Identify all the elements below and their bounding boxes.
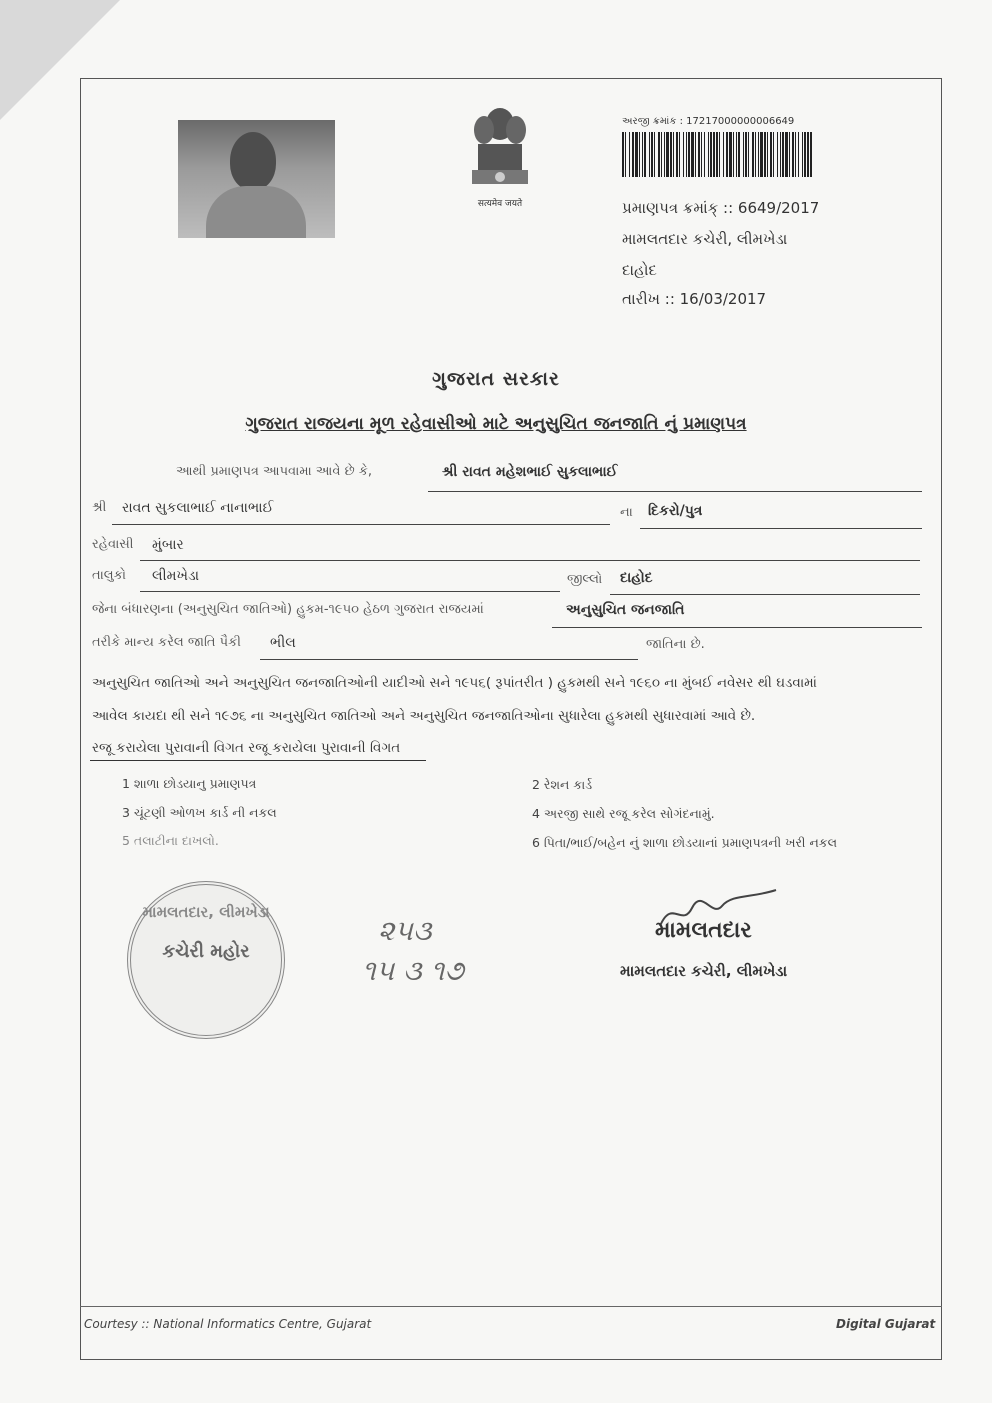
barcode-bar [795,132,796,177]
inward-number: ૨૫૩ [378,914,432,947]
barcode-bar [760,132,763,177]
barcode-bar [743,132,744,177]
barcode-bar [664,132,665,177]
evidence-item-5: 5 તલાટીના દાખલો. [122,833,219,848]
barcode-bar [780,132,781,177]
notice-paragraph-line-2: આવેલ કાયદા થી સને ૧૯૭૬ ના અનુસુચિત જાતિઓ અને અનુસુચિત જનજાતિઓના સુધારેલા હુકમથી સુધારવામાં આવે છે. [92,708,756,724]
barcode-bar [658,132,660,177]
inward-date: ૧૫ ૩ ૧૭ [362,954,464,987]
barcode-bar [777,132,778,177]
barcode-bar [676,132,678,177]
barcode-bar [649,132,650,177]
taluka-value: લીમખેડા [152,568,200,584]
resident-label: રહેવાસી [92,537,134,552]
barcode-bar [798,132,799,177]
issuing-office: મામલતદાર કચેરી, લીમખેડા [622,230,788,248]
application-number: અરજી ક્રમાંક : 17217000000006649 [622,116,795,127]
intro-label: આથી પ્રમાણપત્ર આપવામા આવે છે કે, [176,464,373,479]
barcode-bar [716,132,718,177]
barcode-icon [622,132,812,177]
barcode-bar [644,132,646,177]
barcode-bar [632,132,634,177]
evidence-item-3: 3 ચૂંટણી ઓળખ કાર્ડ ની નકલ [122,805,277,820]
barcode-bar [691,132,694,177]
barcode-bar [726,132,728,177]
issue-date: તારીખ :: 16/03/2017 [622,290,767,308]
barcode-bar [701,132,702,177]
barcode-bar [639,132,640,177]
barcode-bar [738,132,740,177]
applicant-photo [178,120,335,238]
barcode-bar [770,132,772,177]
barcode-bar [782,132,784,177]
barcode-bar [708,132,709,177]
district-label: જીલ્લો [567,572,603,587]
taluka-line [140,591,560,592]
evidence-item-4: 4 અરજી સાથે રજૂ કરેલ સોગંદનામું. [532,806,715,821]
category-line [552,627,922,628]
barcode-bar [666,132,669,177]
barcode-bar [810,132,812,177]
barcode-bar [807,132,809,177]
certificate-number: પ્રમાણપત્ર ક્રમાંક્ :: 6649/2017 [622,199,820,217]
signatory-office: મામલતદાર કચેરી, લીમખેડા [620,962,788,980]
barcode-bar [673,132,674,177]
barcode-bar [670,132,672,177]
father-label: શ્રી [92,500,107,515]
barcode-bar [654,132,655,177]
seal-center-text: કચેરી મહોર [162,941,250,962]
issuing-district: દાહોદ [622,261,657,279]
evidence-item-2: 2 રેશન કાર્ડ [532,777,593,792]
district-value: દાહોદ [620,570,653,586]
barcode-bar [729,132,732,177]
barcode-bar [723,132,724,177]
evidence-item-6: 6 પિતા/ભાઈ/બહેન નું શાળા છોડયાનાં પ્રમાણપત્રની ખરી નકલ [532,835,838,850]
caste-label: તરીકે માન્ય કરેલ જાતિ પૈકી [92,635,241,650]
barcode-bar [698,132,700,177]
constitution-label: જેના બંધારણના (અનુસુચિત જાતિઓ) હુકમ-૧૯૫૦ હેઠળ ગુજરાત રાજયમાં [92,602,484,617]
barcode-bar [752,132,754,177]
footer-brand: Digital Gujarat [836,1317,936,1331]
barcode-bar [710,132,712,177]
resident-line [140,560,920,561]
barcode-bar [651,132,653,177]
barcode-bar [629,132,630,177]
barcode-bar [622,132,624,177]
evidence-item-1: 1 શાળા છોડયાનુ પ્રમાણપત્ર [122,776,257,791]
barcode-bar [748,132,749,177]
relation-label: ના [620,505,633,520]
barcode-bar [804,132,806,177]
barcode-bar [789,132,790,177]
category-value: અનુસુચિત જનજાતિ [566,602,685,618]
district-line [610,594,920,595]
barcode-bar [686,132,687,177]
father-name-line [112,524,610,525]
barcode-bar [713,132,715,177]
taluka-label: તાલુકો [92,568,127,583]
barcode-bar [802,132,803,177]
barcode-bar [767,132,768,177]
barcode-bar [679,132,680,177]
caste-line [260,659,638,660]
notice-paragraph-line-1: અનુસુચિત જાતિઓ અને અનુસુચિત જનજાતિઓની યાદીઓ સને ૧૯૫૬( રૂપાંતરીત ) હુકમથી સને ૧૯૬૦ ના મુંબઈ નવેસર થી ઘડવામાં [92,675,817,691]
emblem-caption: सत्यमेव जयते [477,199,523,209]
barcode-bar [792,132,794,177]
certificate-title: ગુજરાત રાજયના મૂળ રહેવાસીઓ માટે અનુસુચિત જનજાતિ નું પ્રમાણપત્ર [245,414,747,434]
relation-line [640,528,922,529]
barcode-bar [773,132,774,177]
barcode-bar [642,132,643,177]
barcode-bar [719,132,720,177]
applicant-name-line [428,491,922,492]
barcode-bar [745,132,747,177]
barcode-bar [683,132,684,177]
barcode-bar [736,132,737,177]
barcode-bar [704,132,705,177]
footer-divider [80,1306,942,1307]
resident-value: મુંબાર [152,537,184,553]
father-name: રાવત સુકલાભાઈ નાનાભાઈ [122,500,274,516]
relation-value: દિકરો/પુત્ર [648,503,703,519]
barcode-bar [758,132,759,177]
barcode-bar [635,132,638,177]
footer-courtesy: Courtesy :: National Informatics Centre, Gujarat [84,1317,372,1331]
barcode-bar [755,132,756,177]
evidence-heading: રજૂ કરાયેલા પુરાવાની વિગત રજૂ કરાયેલા પુરાવાની વિગત [92,740,401,756]
barcode-bar [625,132,626,177]
government-title: ગુજરાત સરકાર [432,368,560,390]
barcode-bar [764,132,766,177]
barcode-bar [785,132,788,177]
national-emblem-icon [462,100,538,210]
seal-top-text: મામલતદાર, લીમખેડા [142,903,270,921]
barcode-bar [733,132,734,177]
barcode-bar [695,132,696,177]
caste-suffix: જાતિના છે. [646,637,705,652]
signatory-title: મામલતદાર [655,918,752,943]
applicant-name: શ્રી રાવત મહેશભાઈ સુકલાભાઈ [442,464,618,480]
office-seal [127,881,285,1039]
evidence-heading-underline [90,760,426,761]
barcode-bar [661,132,662,177]
caste-value: ભીલ [270,635,296,651]
barcode-bar [688,132,690,177]
